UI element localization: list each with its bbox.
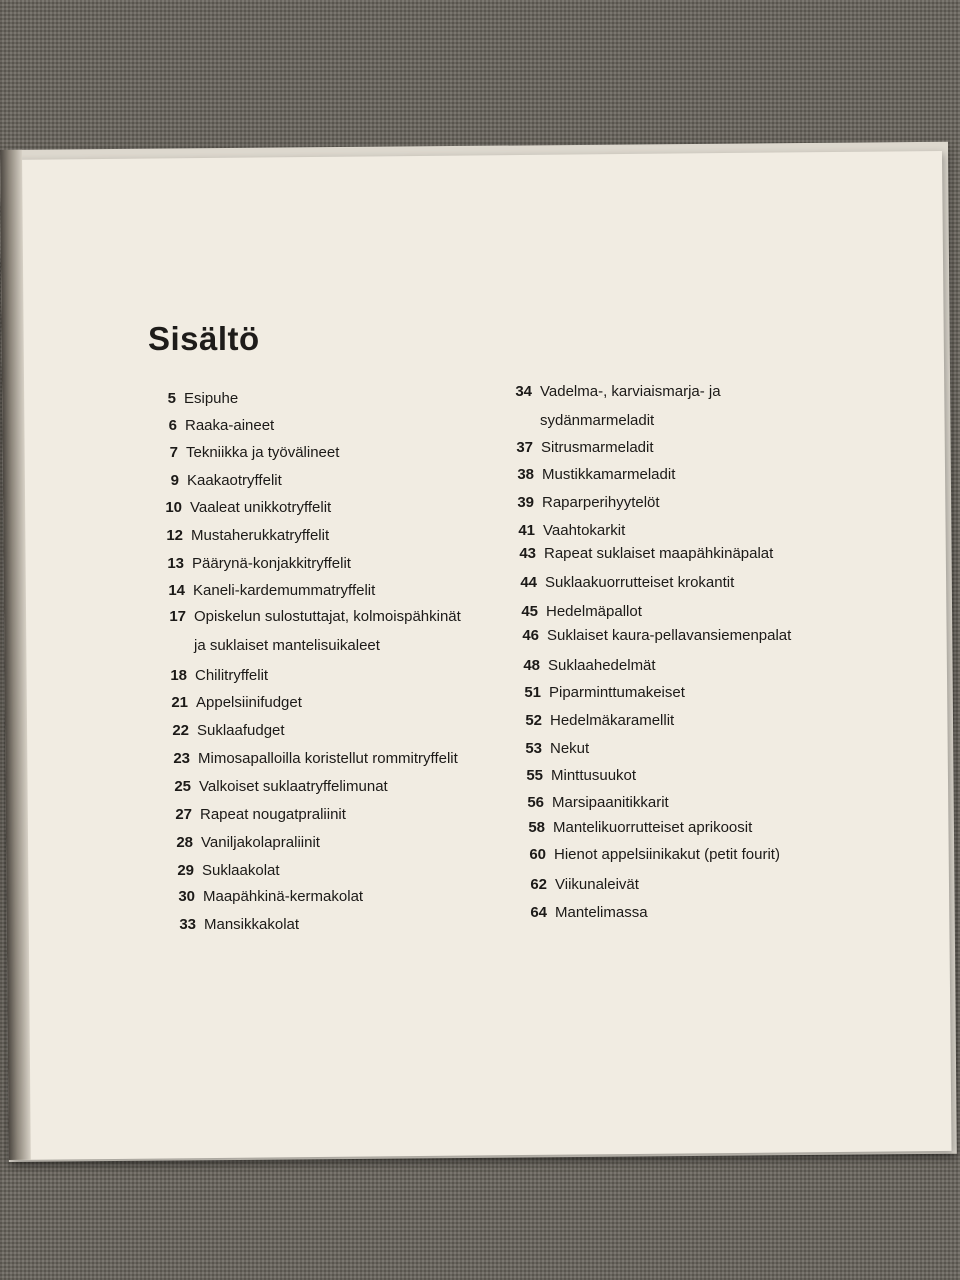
toc-entry <box>150 390 238 407</box>
toc-entry-title: Appelsiinifudget <box>196 694 302 711</box>
toc-entry-title: Suklaahedelmät <box>548 657 656 674</box>
toc-page-number: 6 <box>168 417 177 434</box>
toc-entry-title: Tekniikka ja työvälineet <box>186 444 340 461</box>
toc-entry-title-line2: ja suklaiset mantelisuikaleet <box>194 637 380 654</box>
toc-entry <box>152 555 351 572</box>
toc-entry-title: Suklaakolat <box>202 862 280 879</box>
toc-page-number: 30 <box>178 888 195 905</box>
toc-entry-title <box>194 608 461 654</box>
toc-entry <box>158 750 458 767</box>
toc-entry-title: Piparminttumakeiset <box>549 684 685 701</box>
toc-entry <box>510 740 589 757</box>
toc-entry-title: Hienot appelsiinikakut (petit fourit) <box>554 846 780 863</box>
toc-entry <box>157 722 285 739</box>
toc-entry-title: Hedelmäpallot <box>546 603 642 620</box>
toc-entry-title: Raaka-aineet <box>185 417 275 434</box>
toc-entry-title: Chilitryffelit <box>195 667 269 684</box>
toc-page-number: 27 <box>175 806 192 823</box>
toc-entry-title: Hedelmäkaramellit <box>550 712 675 729</box>
toc-entry <box>502 466 675 483</box>
toc-entry <box>510 712 674 729</box>
toc-entry <box>153 582 375 599</box>
toc-page-number: 13 <box>167 555 184 572</box>
toc-page-number: 17 <box>169 608 186 625</box>
toc-entry-title: Maapähkinä-kermakolat <box>203 888 364 905</box>
toc-entry-title: Viikunaleivät <box>555 876 639 893</box>
toc-entry-title-line1: Vadelma-, karviaismarja- ja <box>540 383 721 400</box>
toc-entry-title: Mantelimassa <box>555 904 648 921</box>
toc-page-number: 45 <box>521 603 538 620</box>
toc-page-number: 7 <box>169 444 178 461</box>
toc-page-number: 37 <box>516 439 533 456</box>
toc-page-number: 5 <box>167 390 176 407</box>
toc-entry-title: Mustikkamarmeladit <box>542 466 676 483</box>
toc-page-number: 22 <box>172 722 189 739</box>
toc-entry <box>514 846 780 863</box>
toc-entry <box>515 876 639 893</box>
toc-entry <box>505 574 734 591</box>
toc-entry <box>509 684 685 701</box>
toc-entry-title: Päärynä-konjakkitryffelit <box>192 555 351 572</box>
toc-entry-title: Mustaherukkatryffelit <box>191 527 330 544</box>
toc-entry-title: Suklaiset kaura-pellavansiemenpalat <box>547 627 792 644</box>
toc-page-number: 51 <box>524 684 541 701</box>
toc-entry <box>155 667 268 684</box>
toc-page-number: 34 <box>515 383 532 400</box>
toc-page-number: 9 <box>170 472 179 489</box>
toc-entry-title: Vaaleat unikkotryffelit <box>190 499 332 516</box>
toc-entry <box>512 794 669 811</box>
toc-entry <box>163 888 363 905</box>
toc-entry <box>504 545 773 562</box>
toc-entry <box>508 657 656 674</box>
toc-entry <box>151 417 274 434</box>
toc-page-number: 29 <box>177 862 194 879</box>
page-title: Sisältö <box>148 320 260 357</box>
toc-entry-title: Rapeat suklaiset maapähkinäpalat <box>544 545 774 562</box>
toc-page-number: 56 <box>527 794 544 811</box>
toc-entry-title: Suklaakuorrutteiset krokantit <box>545 574 735 591</box>
toc-entry-title: Esipuhe <box>184 390 239 407</box>
toc-entry-title: Rapeat nougatpraliinit <box>200 806 346 823</box>
toc-entry-title: Valkoiset suklaatryffelimunat <box>199 778 388 795</box>
toc-page-number: 38 <box>517 466 534 483</box>
toc-entry-title: Suklaafudget <box>197 722 285 739</box>
toc-entry-title: Mansikkakolat <box>204 916 300 933</box>
toc-page-number: 10 <box>165 499 182 516</box>
toc-page-number: 43 <box>519 545 536 562</box>
toc-entry-title: Marsipaanitikkarit <box>552 794 669 811</box>
toc-page-number: 48 <box>523 657 540 674</box>
toc-entry-title <box>540 383 721 429</box>
toc-entry <box>164 916 299 933</box>
toc-entry <box>159 778 388 795</box>
toc-entry <box>152 444 339 461</box>
toc-page-number: 39 <box>517 494 534 511</box>
toc-entry <box>513 819 752 836</box>
toc-page-number: 23 <box>173 750 190 767</box>
toc-page-number: 52 <box>525 712 542 729</box>
toc-page-number: 21 <box>171 694 188 711</box>
book-page <box>0 151 952 1160</box>
toc-page-number: 14 <box>168 582 185 599</box>
toc-page-number: 60 <box>529 846 546 863</box>
toc-entry <box>502 494 660 511</box>
toc-entry <box>162 862 280 879</box>
toc-entry <box>503 522 625 539</box>
toc-entry <box>150 499 331 516</box>
toc-page-number: 25 <box>174 778 191 795</box>
toc-entry-title: Mimosapalloilla koristellut rommitryffelit <box>198 750 458 767</box>
toc-entry-title: Nekut <box>550 740 590 757</box>
toc-entry <box>506 603 642 620</box>
toc-entry <box>156 694 302 711</box>
toc-entry-title: Minttusuukot <box>551 767 637 784</box>
toc-entry-title-line2: sydänmarmeladit <box>540 412 655 429</box>
toc-page-number: 12 <box>166 527 183 544</box>
toc-entry-title: Kaneli-kardemummatryffelit <box>193 582 376 599</box>
toc-entry-title: Kaakaotryffelit <box>187 472 282 489</box>
toc-entry <box>511 767 636 784</box>
toc-page-number: 44 <box>520 574 537 591</box>
toc-entry <box>515 904 648 921</box>
toc-page-number: 62 <box>530 876 547 893</box>
toc-entry <box>154 608 461 654</box>
toc-page-number: 55 <box>526 767 543 784</box>
toc-entry <box>507 627 791 644</box>
toc-entry-title: Mantelikuorrutteiset aprikoosit <box>553 819 753 836</box>
toc-entry-title-line1: Opiskelun sulostuttajat, kolmoispähkinät <box>194 608 461 625</box>
toc-entry-title: Vaahtokarkit <box>543 522 626 539</box>
toc-page-number: 33 <box>179 916 196 933</box>
toc-entry <box>501 439 654 456</box>
toc-entry <box>153 472 282 489</box>
toc-entry-title: Vaniljakolapraliinit <box>201 834 320 851</box>
toc-entry <box>160 806 346 823</box>
toc-entry <box>161 834 320 851</box>
toc-entry <box>500 383 721 429</box>
toc-entry-title: Raparperihyytelöt <box>542 494 660 511</box>
toc-page-number: 28 <box>176 834 193 851</box>
toc-page-number: 53 <box>525 740 542 757</box>
toc-page-number: 58 <box>528 819 545 836</box>
toc-page-number: 46 <box>522 627 539 644</box>
toc-page-number: 64 <box>530 904 547 921</box>
toc-entry-title: Sitrusmarmeladit <box>541 439 654 456</box>
toc-page-number: 18 <box>170 667 187 684</box>
toc-page-number: 41 <box>518 522 535 539</box>
toc-entry <box>151 527 329 544</box>
